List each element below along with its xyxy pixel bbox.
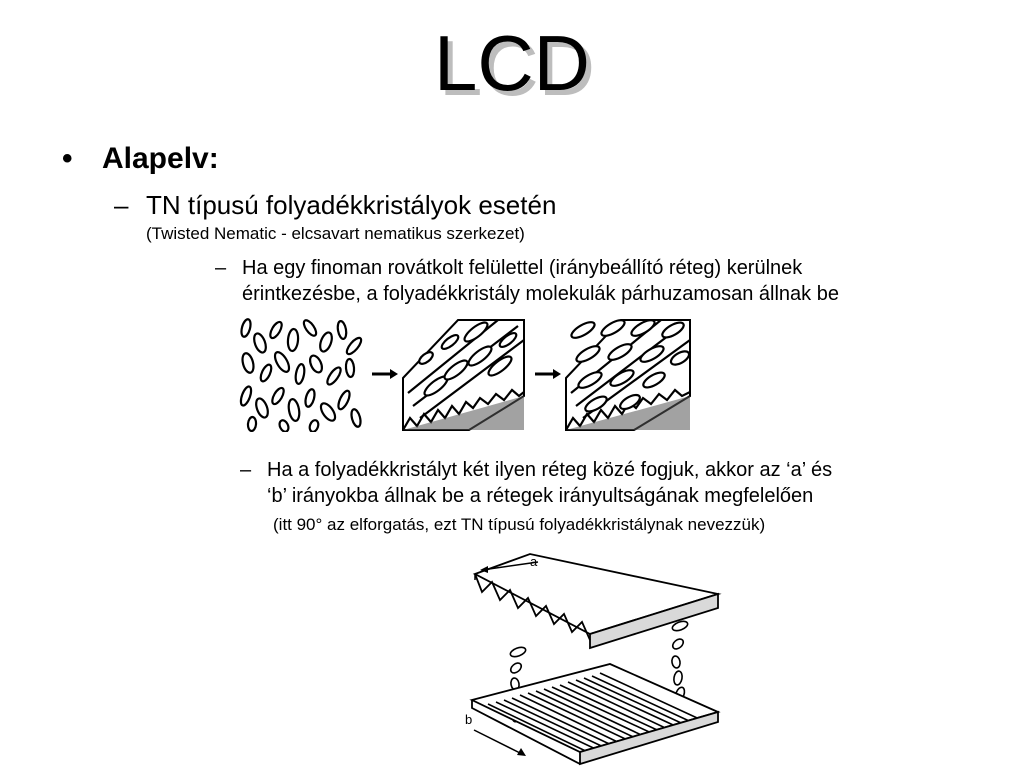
alignment-figure: [238, 318, 693, 432]
text-line: Ha a folyadékkristályt két ilyen réteg közé fogjuk, akkor az ‘a’ és: [267, 459, 833, 481]
random-molecules-panel: [239, 318, 364, 432]
label-a: a: [530, 554, 538, 569]
text-line: érintkezésbe, a folyadékkristály molekulák párhuzamosan állnak be: [242, 283, 839, 305]
direction-b-arrow: [474, 730, 526, 756]
bullet-text: Alapelv:: [102, 142, 219, 175]
sub-bullet-note: (Twisted Nematic - elcsavart nematikus szerkezet): [146, 224, 525, 243]
arrow-icon: [535, 369, 561, 379]
dash-marker: –: [114, 190, 129, 220]
dash-marker: –: [215, 257, 227, 279]
twisted-nematic-figure: [460, 552, 725, 767]
dash-marker: –: [240, 459, 252, 481]
top-alignment-layer: [475, 554, 718, 648]
sub-bullet-text: TN típusú folyadékkristályok esetén: [146, 190, 557, 220]
grooved-surface-panel: [403, 319, 524, 430]
slide-title: LCD: [433, 19, 591, 107]
label-b: b: [465, 712, 473, 727]
sub-sub-bullet-note: (itt 90° az elforgatás, ezt TN típusú folyadékkristálynak nevezzük): [273, 515, 766, 534]
bullet-marker: •: [62, 142, 73, 175]
arrow-icon: [372, 369, 398, 379]
aligned-molecules-panel: [566, 318, 691, 430]
twisted-molecule-column-right: [671, 620, 689, 702]
text-line: Ha egy finoman rovátkolt felülettel (iránybeállító réteg) kerülnek: [242, 257, 803, 279]
text-line: ‘b’ irányokba állnak be a rétegek irányultságának megfelelően: [267, 485, 814, 507]
